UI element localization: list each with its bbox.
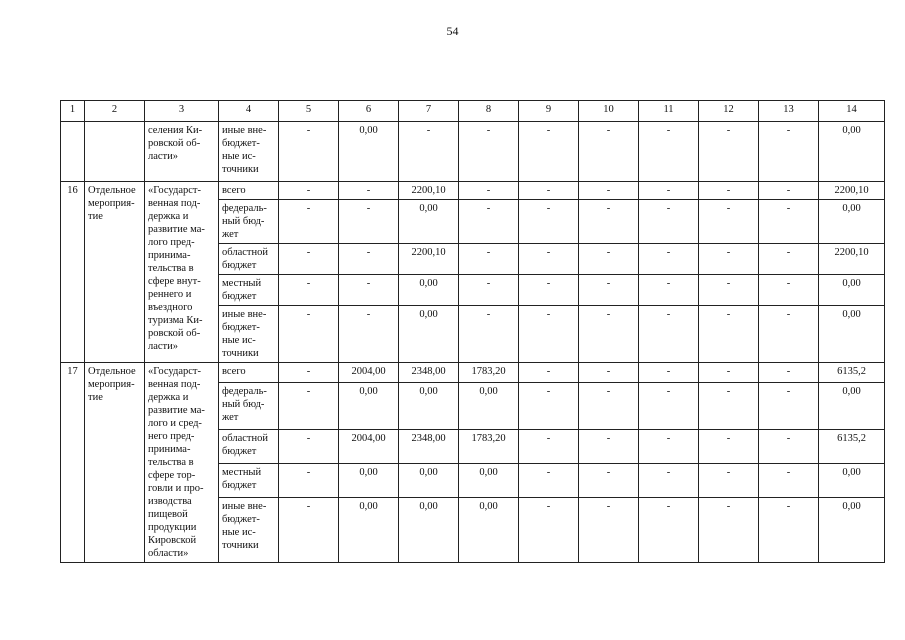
value-cell: 0,00 <box>819 275 885 306</box>
table-row <box>61 122 885 182</box>
value-cell: - <box>279 275 339 306</box>
value-cell: - <box>459 244 519 275</box>
value-cell: 6135,2 <box>819 363 885 383</box>
column-header: 7 <box>399 101 459 122</box>
value-cell: - <box>519 497 579 562</box>
value-cell: 0,00 <box>819 306 885 363</box>
value-cell: 2004,00 <box>339 363 399 383</box>
value-cell: - <box>459 275 519 306</box>
value-cell: - <box>579 497 639 562</box>
value-cell: - <box>639 497 699 562</box>
value-cell: - <box>639 464 699 498</box>
value-cell: - <box>279 497 339 562</box>
value-cell: 0,00 <box>819 122 885 182</box>
value-cell: - <box>519 275 579 306</box>
value-cell: - <box>279 200 339 244</box>
value-cell: - <box>459 122 519 182</box>
value-cell: - <box>759 200 819 244</box>
value-cell: 0,00 <box>459 382 519 430</box>
value-cell: - <box>579 200 639 244</box>
value-cell: - <box>579 244 639 275</box>
value-cell: - <box>699 182 759 200</box>
row-number-cell: 17 <box>61 363 85 563</box>
value-cell: - <box>279 430 339 464</box>
value-cell: - <box>639 244 699 275</box>
column-header: 13 <box>759 101 819 122</box>
funding-source-cell: федераль- ный бюд- жет <box>219 200 279 244</box>
value-cell: 0,00 <box>399 306 459 363</box>
value-cell: - <box>459 306 519 363</box>
value-cell: 0,00 <box>339 122 399 182</box>
funding-source-cell: всего <box>219 182 279 200</box>
funding-source-cell: иные вне- бюджет- ные ис- точники <box>219 122 279 182</box>
value-cell: - <box>759 464 819 498</box>
value-cell: - <box>579 464 639 498</box>
value-cell: - <box>279 244 339 275</box>
page-number: 54 <box>446 24 459 38</box>
value-cell: - <box>579 363 639 383</box>
value-cell: - <box>699 244 759 275</box>
funding-source-cell: областной бюджет <box>219 430 279 464</box>
value-cell: 0,00 <box>399 464 459 498</box>
value-cell: - <box>339 306 399 363</box>
value-cell: - <box>759 182 819 200</box>
value-cell: 0,00 <box>819 464 885 498</box>
value-cell: 0,00 <box>399 382 459 430</box>
value-cell: 0,00 <box>339 497 399 562</box>
value-cell: 0,00 <box>819 200 885 244</box>
column-header: 12 <box>699 101 759 122</box>
value-cell: - <box>639 306 699 363</box>
value-cell: 0,00 <box>819 382 885 430</box>
funding-source-cell: местный бюджет <box>219 464 279 498</box>
column-header: 9 <box>519 101 579 122</box>
funding-source-cell: областной бюджет <box>219 244 279 275</box>
table-body <box>61 101 885 563</box>
value-cell: - <box>519 122 579 182</box>
value-cell: - <box>459 182 519 200</box>
value-cell: - <box>699 382 759 430</box>
value-cell: - <box>699 306 759 363</box>
column-header: 4 <box>219 101 279 122</box>
value-cell: 2200,10 <box>399 244 459 275</box>
value-cell: - <box>579 430 639 464</box>
value-cell: - <box>279 182 339 200</box>
activity-type-cell: Отдельное мероприя- тие <box>85 363 145 563</box>
value-cell: 1783,20 <box>459 430 519 464</box>
value-cell: 2200,10 <box>819 244 885 275</box>
value-cell: - <box>699 275 759 306</box>
column-header: 6 <box>339 101 399 122</box>
activity-type-cell: Отдельное мероприя- тие <box>85 182 145 363</box>
value-cell: - <box>759 382 819 430</box>
value-cell: - <box>519 244 579 275</box>
funding-source-cell: всего <box>219 363 279 383</box>
value-cell: - <box>579 306 639 363</box>
value-cell: - <box>579 382 639 430</box>
value-cell: 2004,00 <box>339 430 399 464</box>
activity-title-cell: «Государст- венная под- держка и развитие ма- лого пред- принима- тельства в сфере внут- реннего и въездного туризма Ки- ровской об- ласти» <box>145 182 219 363</box>
column-header: 10 <box>579 101 639 122</box>
value-cell: - <box>759 122 819 182</box>
value-cell: 2200,10 <box>819 182 885 200</box>
budget-table <box>60 100 885 563</box>
value-cell: - <box>339 275 399 306</box>
value-cell: - <box>459 200 519 244</box>
column-header: 8 <box>459 101 519 122</box>
value-cell: 2200,10 <box>399 182 459 200</box>
value-cell: - <box>639 363 699 383</box>
funding-source-cell: местный бюджет <box>219 275 279 306</box>
value-cell: - <box>639 275 699 306</box>
value-cell: - <box>639 122 699 182</box>
header-row <box>61 101 885 122</box>
value-cell: - <box>519 182 579 200</box>
value-cell: 0,00 <box>399 275 459 306</box>
value-cell: 0,00 <box>819 497 885 562</box>
funding-source-cell: федераль- ный бюд- жет <box>219 382 279 430</box>
value-cell: - <box>279 122 339 182</box>
value-cell: 0,00 <box>339 382 399 430</box>
value-cell: - <box>339 200 399 244</box>
value-cell: - <box>759 275 819 306</box>
value-cell: 0,00 <box>459 464 519 498</box>
value-cell: - <box>579 182 639 200</box>
column-header: 5 <box>279 101 339 122</box>
value-cell: - <box>759 430 819 464</box>
value-cell: 2348,00 <box>399 430 459 464</box>
column-header: 2 <box>85 101 145 122</box>
value-cell: - <box>759 497 819 562</box>
value-cell: - <box>759 363 819 383</box>
funding-source-cell: иные вне- бюджет- ные ис- точники <box>219 306 279 363</box>
column-header: 14 <box>819 101 885 122</box>
value-cell: - <box>699 497 759 562</box>
value-cell: - <box>639 430 699 464</box>
value-cell: - <box>339 244 399 275</box>
value-cell: - <box>699 122 759 182</box>
value-cell: - <box>519 200 579 244</box>
value-cell: 0,00 <box>399 497 459 562</box>
value-cell: - <box>279 464 339 498</box>
value-cell: 6135,2 <box>819 430 885 464</box>
value-cell: - <box>279 363 339 383</box>
activity-title-cell: «Государст- венная под- держка и развитие ма- лого и сред- него пред- принима- тельства в сфере тор- говли и про- изводства пищевой продукции Кировской области» <box>145 363 219 563</box>
value-cell: - <box>699 430 759 464</box>
value-cell: - <box>699 363 759 383</box>
value-cell: - <box>519 464 579 498</box>
column-header: 1 <box>61 101 85 122</box>
value-cell: 0,00 <box>459 497 519 562</box>
value-cell: - <box>639 182 699 200</box>
table-row <box>61 182 885 200</box>
value-cell: - <box>519 306 579 363</box>
value-cell: - <box>279 382 339 430</box>
row-number-cell: 16 <box>61 182 85 363</box>
value-cell: 0,00 <box>339 464 399 498</box>
value-cell: 0,00 <box>399 200 459 244</box>
value-cell: - <box>339 182 399 200</box>
value-cell: - <box>519 382 579 430</box>
value-cell: - <box>639 200 699 244</box>
column-header: 11 <box>639 101 699 122</box>
value-cell: - <box>639 382 699 430</box>
value-cell: - <box>579 275 639 306</box>
value-cell: - <box>279 306 339 363</box>
activity-title-cell: селения Ки- ровской об- ласти» <box>145 122 219 182</box>
value-cell: - <box>759 306 819 363</box>
value-cell: - <box>519 363 579 383</box>
table-row <box>61 363 885 383</box>
value-cell: - <box>699 464 759 498</box>
value-cell: - <box>759 244 819 275</box>
funding-source-cell: иные вне- бюджет- ные ис- точники <box>219 497 279 562</box>
activity-type-cell <box>85 122 145 182</box>
row-number-cell <box>61 122 85 182</box>
value-cell: - <box>579 122 639 182</box>
value-cell: - <box>519 430 579 464</box>
value-cell: 1783,20 <box>459 363 519 383</box>
value-cell: 2348,00 <box>399 363 459 383</box>
value-cell: - <box>699 200 759 244</box>
column-header: 3 <box>145 101 219 122</box>
value-cell: - <box>399 122 459 182</box>
